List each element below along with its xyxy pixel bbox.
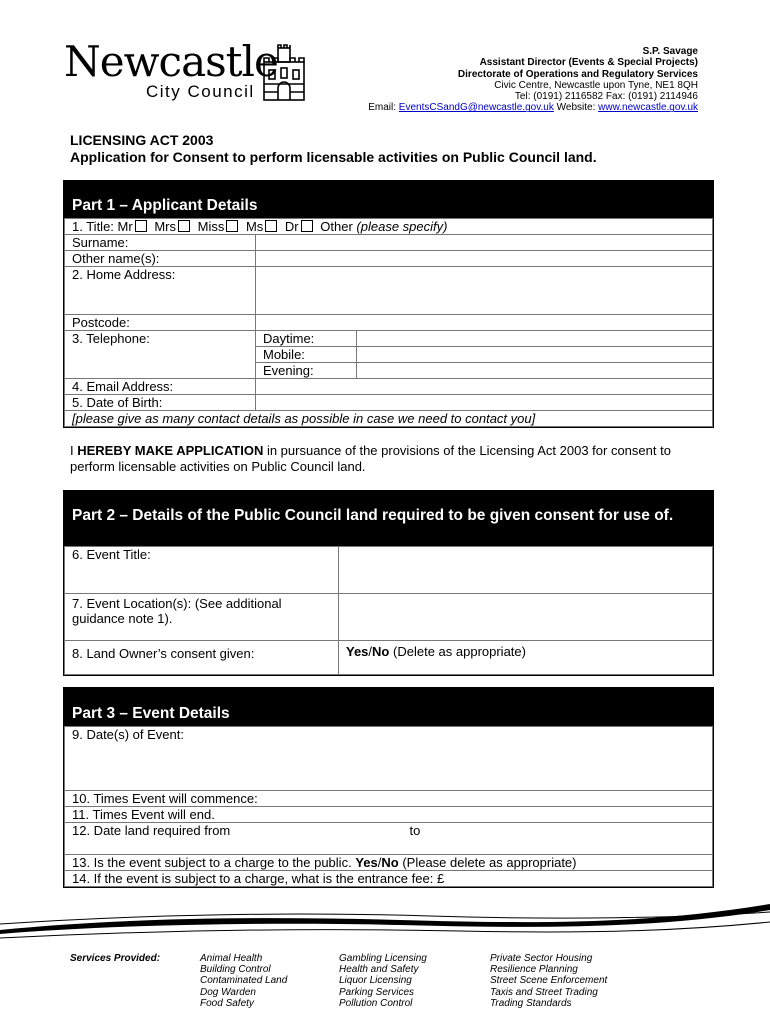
other-names-label: Other name(s): — [65, 251, 256, 267]
fee-row[interactable] — [65, 871, 713, 887]
part2-table — [64, 546, 713, 675]
footer-item: Liquor Licensing — [339, 975, 412, 987]
part3-section — [63, 687, 714, 888]
declaration-rest: in pursuance of the provisions of the Licensing Act 2003 for consent to perform licensable activities on Public Council land. — [70, 443, 671, 474]
title-opt-mrs: Mrs — [154, 219, 176, 234]
postcode-label: Postcode: — [65, 315, 256, 331]
document-title — [70, 132, 597, 166]
dates-label: 9. Date(s) of Event: — [72, 727, 184, 742]
event-title-label: 6. Event Title: — [65, 547, 339, 594]
daytime-field[interactable] — [357, 331, 713, 347]
home-address-label: 2. Home Address: — [65, 267, 256, 315]
commence-label: 10. Times Event will commence: — [72, 791, 258, 806]
application-title: Application for Consent to perform licensable activities on Public Council land. — [70, 149, 597, 165]
footer-item: Contaminated Land — [200, 975, 288, 987]
title-opt-miss: Miss — [197, 219, 225, 234]
dob-field[interactable] — [256, 395, 713, 411]
title-opt-dr: Dr — [284, 219, 299, 234]
footer-item: Private Sector Housing — [490, 953, 593, 964]
evening-field[interactable] — [357, 363, 713, 379]
email-label: Email: — [368, 102, 397, 114]
checkbox-mrs[interactable] — [178, 220, 190, 232]
mobile-label: Mobile: — [256, 347, 357, 363]
charge-row[interactable]: 13. Is the event subject to a charge to the public. Yes/No (Please delete as appropriate) — [65, 855, 713, 871]
postcode-field[interactable] — [256, 315, 713, 331]
footer-item: Health and Safety — [339, 964, 419, 976]
sender-address: Civic Centre, Newcastle upon Tyne, NE1 8QH — [494, 79, 698, 91]
footer-col-1 — [200, 953, 287, 1009]
footer-label: Services Provided: — [70, 953, 161, 964]
event-title-field[interactable] — [339, 547, 713, 594]
event-location-field[interactable] — [339, 594, 713, 641]
other-names-field[interactable] — [256, 251, 713, 267]
checkbox-dr[interactable] — [301, 220, 313, 232]
consent-no: No — [372, 644, 390, 659]
sender-tel: Tel: (0191) 2116582 Fax: (0191) 2114946 — [514, 91, 698, 103]
logo-wordmark: Newcastle — [64, 37, 278, 86]
title-opt-other: Other — [320, 219, 353, 234]
email-label: 4. Email Address: — [65, 379, 256, 395]
footer-item: Street Scene Enforcement — [490, 975, 608, 987]
footer-item: Animal Health — [200, 953, 263, 964]
footer-item: Trading Standards — [490, 997, 572, 1009]
surname-label: Surname: — [65, 235, 256, 251]
sender-position: Assistant Director (Events & Special Projects) — [479, 57, 698, 69]
footer-item: Dog Warden — [200, 986, 256, 998]
part2-section — [63, 490, 714, 676]
checkbox-miss[interactable] — [226, 220, 238, 232]
charge-no: No — [381, 855, 399, 870]
declaration-bold: HEREBY MAKE APPLICATION — [77, 443, 264, 458]
fee-label: 14. If the event is subject to a charge, what is the entrance fee: £ — [72, 871, 445, 886]
charge-yes: Yes — [355, 855, 378, 870]
email-link[interactable]: EventsCSandG@newcastle.gov.uk — [398, 102, 554, 114]
logo-subtitle: City Council — [146, 82, 255, 101]
part1-table — [64, 218, 713, 427]
home-address-field[interactable] — [256, 267, 713, 315]
commence-row[interactable] — [65, 791, 713, 807]
part1-section — [63, 180, 714, 428]
title-row — [65, 219, 713, 235]
part3-heading: Part 3 – Event Details — [64, 688, 713, 726]
act-title: LICENSING ACT 2003 — [70, 132, 214, 148]
sender-name: S.P. Savage — [642, 46, 698, 57]
dates-row[interactable] — [65, 727, 713, 791]
sender-directorate: Directorate of Operations and Regulatory Services — [457, 68, 698, 80]
end-row[interactable] — [65, 807, 713, 823]
land-from-label: 12. Date land required from — [65, 823, 403, 855]
sender-contact-line — [368, 102, 698, 113]
title-opt-ms: Ms — [245, 219, 264, 234]
consent-note: (Delete as appropriate) — [393, 644, 526, 659]
title-other-note: (please specify) — [356, 219, 448, 234]
event-location-label: 7. Event Location(s): (See additional guidance note 1). — [65, 594, 339, 641]
surname-field[interactable] — [256, 235, 713, 251]
consent-label: 8. Land Owner’s consent given: — [65, 641, 339, 675]
footer-item: Building Control — [200, 964, 271, 976]
council-logo — [64, 37, 324, 104]
footer-item: Parking Services — [339, 986, 415, 998]
email-field[interactable] — [256, 379, 713, 395]
declaration-prefix: I — [70, 443, 78, 458]
charge-question: 13. Is the event subject to a charge to the public. — [72, 855, 352, 870]
footer-col-2 — [339, 953, 427, 1009]
consent-yes: Yes — [346, 644, 369, 659]
castle-icon — [260, 44, 308, 102]
dob-label: 5. Date of Birth: — [65, 395, 256, 411]
part1-heading: Part 1 – Applicant Details — [64, 181, 713, 218]
consent-field[interactable]: Yes/No (Delete as appropriate) — [339, 641, 713, 675]
declaration-paragraph — [70, 443, 700, 475]
footer-item: Gambling Licensing — [339, 953, 427, 964]
mobile-field[interactable] — [357, 347, 713, 363]
footer-item: Taxis and Street Trading — [490, 986, 598, 998]
footer-item: Food Safety — [200, 997, 254, 1009]
daytime-label: Daytime: — [256, 331, 357, 347]
checkbox-mr[interactable] — [135, 220, 147, 232]
website-link[interactable]: www.newcastle.gov.uk — [598, 102, 698, 114]
land-to-label: to — [403, 823, 713, 855]
footer-item: Resilience Planning — [490, 964, 578, 976]
part2-heading: Part 2 – Details of the Public Council land required to be given consent for use of. — [64, 491, 713, 546]
contact-note: [please give as many contact details as possible in case we need to contact you] — [65, 411, 713, 427]
website-label: Website: — [556, 102, 596, 114]
footer-col-3 — [490, 953, 607, 1009]
title-label: 1. Title: Mr — [72, 219, 133, 234]
charge-note: (Please delete as appropriate) — [402, 855, 577, 870]
part3-table — [64, 726, 713, 887]
footer-swoosh-graphic — [0, 900, 770, 940]
sender-details — [368, 46, 698, 114]
checkbox-ms[interactable] — [265, 220, 277, 232]
evening-label: Evening: — [256, 363, 357, 379]
end-label: 11. Times Event will end. — [72, 807, 215, 822]
footer-item: Pollution Control — [339, 997, 413, 1009]
telephone-label: 3. Telephone: — [65, 331, 256, 379]
